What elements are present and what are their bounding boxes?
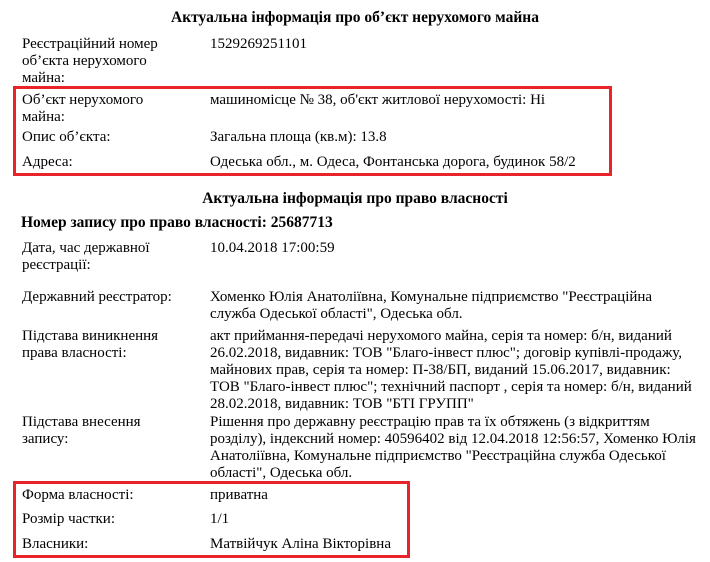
row-value: Матвійчук Аліна Вікторівна	[210, 536, 391, 552]
row-label: Форма власності:	[22, 487, 134, 503]
row-value: Загальна площа (кв.м): 13.8	[210, 129, 387, 145]
row-label: Розмір частки:	[22, 511, 115, 527]
property-section-title: Актуальна інформація про об’єкт нерухомого майна	[171, 9, 539, 26]
row-registration-number	[0, 36, 710, 88]
row-label: Підстава внесення запису:	[22, 414, 141, 447]
row-registration-date	[0, 240, 710, 276]
row-value: акт приймання-передачі нерухомого майна, серія та номер: б/н, виданий 26.02.2018, видавник: ТОВ "Благо-інвест плюс"; договір купівлі-продажу, майнових прав, серія та номер: П-38/БП, виданий 15.06.2017, видавник: ТОВ "Благо-інвест плюс"; технічний паспорт , серія та номер: б/н, виданий 28.02.2018, видавник: ТОВ "БТІ ГРУПП"	[210, 328, 692, 412]
highlight-box-ownership	[13, 481, 410, 558]
row-state-registrar	[0, 289, 710, 325]
row-value: Хоменко Юлія Анатоліївна, Комунальне підприємство "Реєстраційна служба Одеської області", Одеська обл.	[210, 289, 653, 322]
row-label: Підстава виникнення права власності:	[22, 328, 159, 361]
row-value: 1/1	[210, 511, 230, 527]
row-value: приватна	[210, 487, 268, 503]
row-value: Рішення про державну реєстрацію прав та їх обтяжень (з відкриттям розділу), індексний номер: 40596402 від 12.04.2018 12:56:57, Хоменко Юлія Анатоліївна, Комунальне підприємство "Реєстраційна служба Одеської області", Одеська обл.	[210, 414, 696, 481]
row-entry-basis	[0, 414, 710, 480]
row-label: Дата, час державної реєстрації:	[22, 240, 150, 273]
row-label: Опис об’єкта:	[22, 129, 111, 145]
highlight-box-property	[13, 86, 612, 176]
row-label: Реєстраційний номер об’єкта нерухомого майна:	[22, 36, 158, 86]
row-value: 1529269251101	[210, 36, 307, 52]
row-label: Об’єкт нерухомого майна:	[22, 92, 144, 125]
row-value: машиномісце № 38, об'єкт житлової нерухомості: Ні	[210, 92, 546, 108]
ownership-section-title: Актуальна інформація про право власності	[202, 190, 508, 207]
row-value: 10.04.2018 17:00:59	[210, 240, 335, 256]
row-label: Державний реєстратор:	[22, 289, 172, 305]
row-ownership-basis	[0, 328, 710, 412]
ownership-record-number: Номер запису про право власності: 25687713	[21, 214, 333, 231]
row-label: Власники:	[22, 536, 89, 552]
row-label: Адреса:	[22, 154, 73, 170]
row-value: Одеська обл., м. Одеса, Фонтанська дорога, будинок 58/2	[210, 154, 576, 170]
